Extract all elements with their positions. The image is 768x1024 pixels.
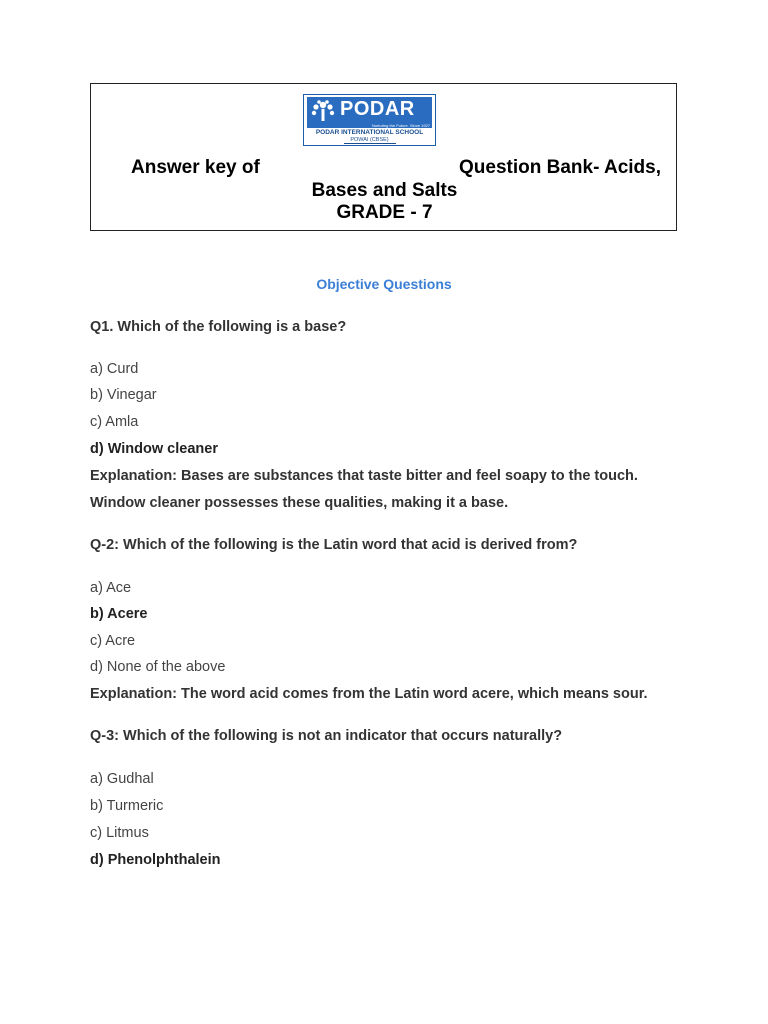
q1-option-b: b) Vinegar [90, 387, 157, 403]
question-3: Q-3: Which of the following is not an indicator that occurs naturally? [90, 728, 563, 744]
q2-option-c: c) Acre [90, 633, 136, 649]
title-grade: GRADE - 7 [336, 202, 433, 223]
q2-explanation: Explanation: The word acid comes from the Latin word acere, which means sour. [90, 686, 648, 702]
logo-brand-text: PODAR [340, 98, 415, 120]
title-subject: Bases and Salts [311, 180, 458, 201]
q3-option-b: b) Turmeric [90, 798, 164, 814]
q2-option-d: d) None of the above [90, 659, 226, 675]
question-1: Q1. Which of the following is a base? [90, 319, 347, 335]
q1-option-d-answer: d) Window cleaner [90, 441, 218, 457]
logo-underline [344, 143, 396, 144]
school-logo [303, 94, 436, 146]
q1-option-a: a) Curd [90, 361, 139, 377]
logo-banner [307, 97, 432, 123]
header-box [90, 83, 677, 231]
logo-city: POWAI (CBSE) [350, 137, 389, 143]
title-left: Answer key of [131, 157, 260, 178]
q2-option-a: a) Ace [90, 580, 132, 596]
section-heading: Objective Questions [316, 276, 452, 292]
logo-school-name: PODAR INTERNATIONAL SCHOOL [315, 129, 424, 136]
question-2: Q-2: Which of the following is the Latin word that acid is derived from? [90, 537, 578, 553]
q3-option-c: c) Litmus [90, 825, 149, 841]
title-right: Question Bank- Acids, [459, 157, 661, 178]
q3-option-d-answer: d) Phenolphthalein [90, 852, 221, 868]
q1-explanation-line-1: Explanation: Bases are substances that taste bitter and feel soapy to the touch. [90, 468, 638, 484]
q3-option-a: a) Gudhal [90, 771, 154, 787]
q2-option-b-answer: b) Acere [90, 606, 148, 622]
q1-option-c: c) Amla [90, 414, 139, 430]
q1-explanation-line-2: Window cleaner possesses these qualities, making it a base. [90, 495, 509, 511]
logo-tagline: Nurturing the Future. Since 1927 [307, 123, 432, 128]
tree-icon [310, 99, 336, 121]
